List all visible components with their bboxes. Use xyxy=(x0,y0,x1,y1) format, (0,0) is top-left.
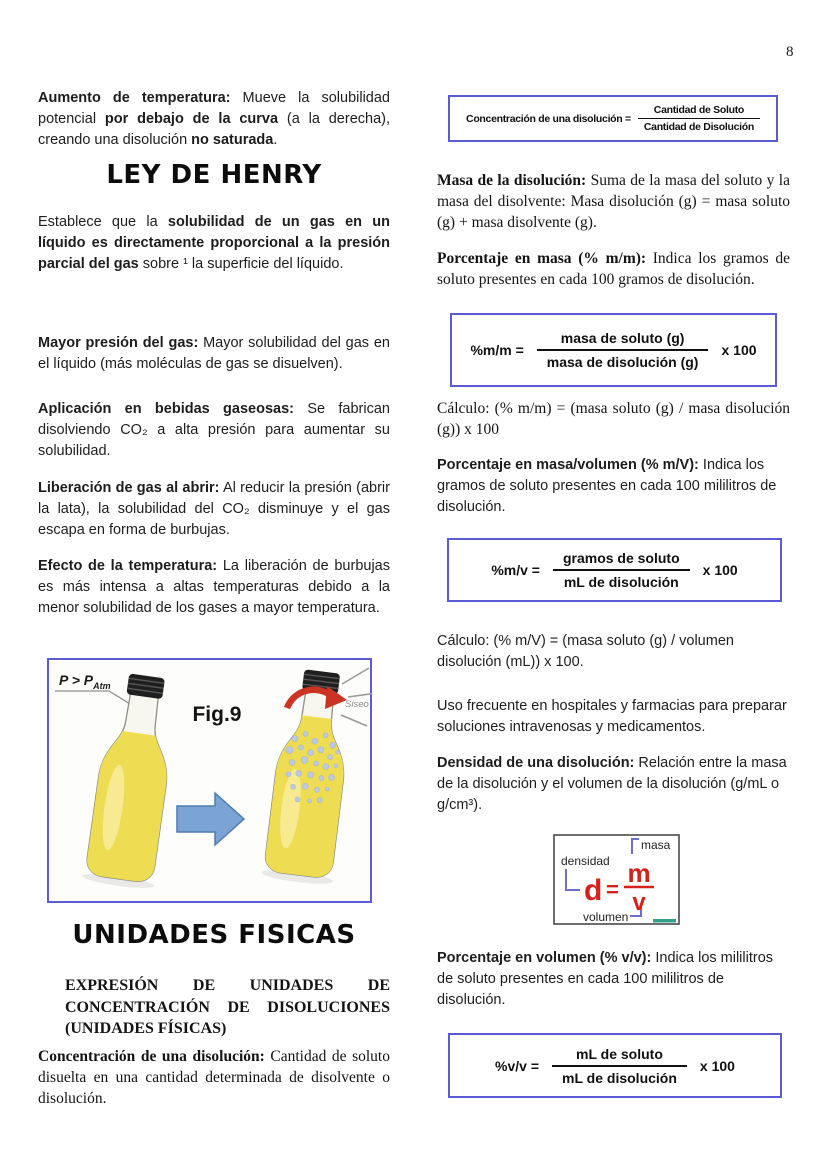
text-run: Mayor solubilidad del gas en el líquido (más moléculas de gas se disuelven). xyxy=(38,335,390,372)
paragraph-calculo-mm: Cálculo: (% m/m) = (masa soluto (g) / masa disolución (g)) x 100 xyxy=(437,400,790,438)
text-run: Mueve la solubilidad potencial xyxy=(38,90,390,127)
bold-run: Efecto de la temperatura: xyxy=(38,558,218,574)
figure9-hiss-label: Siseo xyxy=(345,699,369,710)
figure9-caption: Fig.9 xyxy=(192,703,242,726)
bold-run: Aumento de temperatura: xyxy=(38,90,231,106)
paragraph-porcentaje-volumen xyxy=(437,948,790,1011)
formula-multiplier: x 100 xyxy=(721,342,757,358)
formula-label: %m/m = xyxy=(470,342,524,358)
fraction-numerator: gramos de soluto xyxy=(562,550,680,566)
figure-9-soda-bottles xyxy=(47,658,372,903)
paragraph-densidad xyxy=(437,753,790,816)
bold-run: Porcentaje en masa/volumen (% m/V): xyxy=(437,457,699,473)
mass-label: masa xyxy=(641,838,671,852)
green-mark xyxy=(653,919,676,923)
fraction-numerator: masa de soluto (g) xyxy=(560,330,685,346)
text-run: Al reducir la presión (abrir la lata), la solubilidad del CO₂ disminuye y el gas escapa en forma de burbujas. xyxy=(38,480,390,538)
heading-ley-de-henry: LEY DE HENRY xyxy=(106,160,322,190)
density-formula-figure xyxy=(553,834,680,925)
page-number: 8 xyxy=(786,44,794,60)
bold-run: por debajo de la curva xyxy=(104,111,279,127)
text-run: . xyxy=(273,132,278,148)
density-symbol: d xyxy=(584,874,603,907)
bold-run: Porcentaje en masa (% m/m): xyxy=(437,250,647,267)
paragraph-liberacion-gas xyxy=(38,478,390,541)
bold-run: Concentración de una disolución: xyxy=(38,1048,265,1065)
bold-run: Mayor presión del gas: xyxy=(38,335,199,351)
text-run: (a la derecha), creando una disolución xyxy=(38,111,390,148)
bold-run: no saturada xyxy=(191,132,274,148)
bold-run: Porcentaje en volumen (% v/v): xyxy=(437,950,652,966)
fraction xyxy=(552,1046,687,1086)
figure9-pressure-label: $P > P_{Atm}$ xyxy=(59,672,111,691)
formula-box-porcentaje-masa-volumen xyxy=(447,538,782,602)
mass-symbol: m xyxy=(627,858,651,888)
text-run: Indica los gramos de soluto presentes en cada 100 mililitros de disolución. xyxy=(437,457,777,515)
paragraph-aplicacion-bebidas xyxy=(38,399,390,462)
text-run: Indica los gramos de soluto presentes en cada 100 gramos de disolución. xyxy=(437,250,790,288)
text-run: Cantidad de soluto disuelta en una cantidad determinada de disolvente o disolución. xyxy=(38,1048,390,1107)
formula-box-concentracion xyxy=(448,95,778,142)
volume-symbol: v xyxy=(632,889,646,916)
paragraph-mayor-presion xyxy=(38,333,390,375)
paragraph-establece xyxy=(38,212,390,275)
left-column xyxy=(38,0,390,1171)
bold-run: Densidad de una disolución: xyxy=(437,755,635,771)
text-run: Establece que la xyxy=(38,214,168,230)
paragraph-concentracion-definicion xyxy=(38,1046,390,1109)
density-label: densidad xyxy=(561,854,610,868)
volume-label: volumen xyxy=(583,910,629,924)
text-run: Suma de la masa del soluto y la masa del disolvente: Masa disolución (g) = masa soluto (g) + masa disolvente (g). xyxy=(437,172,790,231)
fraction-numerator: Cantidad de Soluto xyxy=(653,104,745,116)
formula-label: Concentración de una disolución = xyxy=(466,112,631,125)
formula-box-porcentaje-masa xyxy=(450,313,777,387)
text-run: Se fabrican disolviendo CO₂ a alta presión para aumentar su solubilidad. xyxy=(38,401,390,459)
paragraph-aumento-temperatura xyxy=(38,88,390,151)
fraction-denominator: masa de disolución (g) xyxy=(537,349,709,370)
paragraph-expresion-unidades: EXPRESIÓN DE UNIDADES DE CONCENTRACIÓN DE DISOLUCIONES (UNIDADES FÍSICAS) xyxy=(65,977,390,1037)
formula-box-porcentaje-volumen xyxy=(448,1033,782,1098)
formula-multiplier: x 100 xyxy=(702,562,738,578)
formula-label: %m/v = xyxy=(491,562,540,578)
paragraph-calculo-mv: Cálculo: (% m/V) = (masa soluto (g) / volumen disolución (mL)) x 100. xyxy=(437,633,734,670)
fraction xyxy=(638,104,760,133)
text-run: Indica los mililitros de soluto presentes en cada 100 mililitros de disolución. xyxy=(437,950,774,1008)
bold-run: Aplicación en bebidas gaseosas: xyxy=(38,401,294,417)
paragraph-masa-disolucion xyxy=(437,170,790,233)
paragraph-porcentaje-masa-volumen xyxy=(437,455,790,518)
right-column xyxy=(437,0,790,1171)
fraction-denominator: mL de disolución xyxy=(552,1065,687,1086)
formula-label: %v/v = xyxy=(495,1057,540,1074)
bold-run: Liberación de gas al abrir: xyxy=(38,480,220,496)
paragraph-uso-frecuente: Uso frecuente en hospitales y farmacias para preparar soluciones intravenosas y medicamentos. xyxy=(437,698,787,735)
fraction xyxy=(553,550,690,590)
text-run: sobre ¹ la superficie del líquido. xyxy=(138,256,344,272)
fraction-denominator: mL de disolución xyxy=(553,569,690,590)
text-run: La liberación de burbujas es más intensa a altas temperaturas debido a la menor solubilidad de los gases a mayor temperatura. xyxy=(38,558,390,616)
equals-sign: = xyxy=(606,877,619,902)
fraction-numerator: mL de soluto xyxy=(576,1045,663,1062)
heading-unidades-fisicas: UNIDADES FISICAS xyxy=(72,920,356,950)
paragraph-porcentaje-masa xyxy=(437,248,790,290)
text-run: Relación entre la masa de la disolución y el volumen de la disolución (g/mL o g/cm³). xyxy=(437,755,787,813)
bold-run: solubilidad de un gas en un líquido es directamente proporcional a la presión parcial del gas xyxy=(38,214,390,272)
fraction-denominator: Cantidad de Disolución xyxy=(638,118,760,133)
fraction xyxy=(537,330,709,370)
bold-run: Masa de la disolución: xyxy=(437,172,587,189)
paragraph-efecto-temperatura xyxy=(38,556,390,619)
formula-multiplier: x 100 xyxy=(699,1057,735,1074)
